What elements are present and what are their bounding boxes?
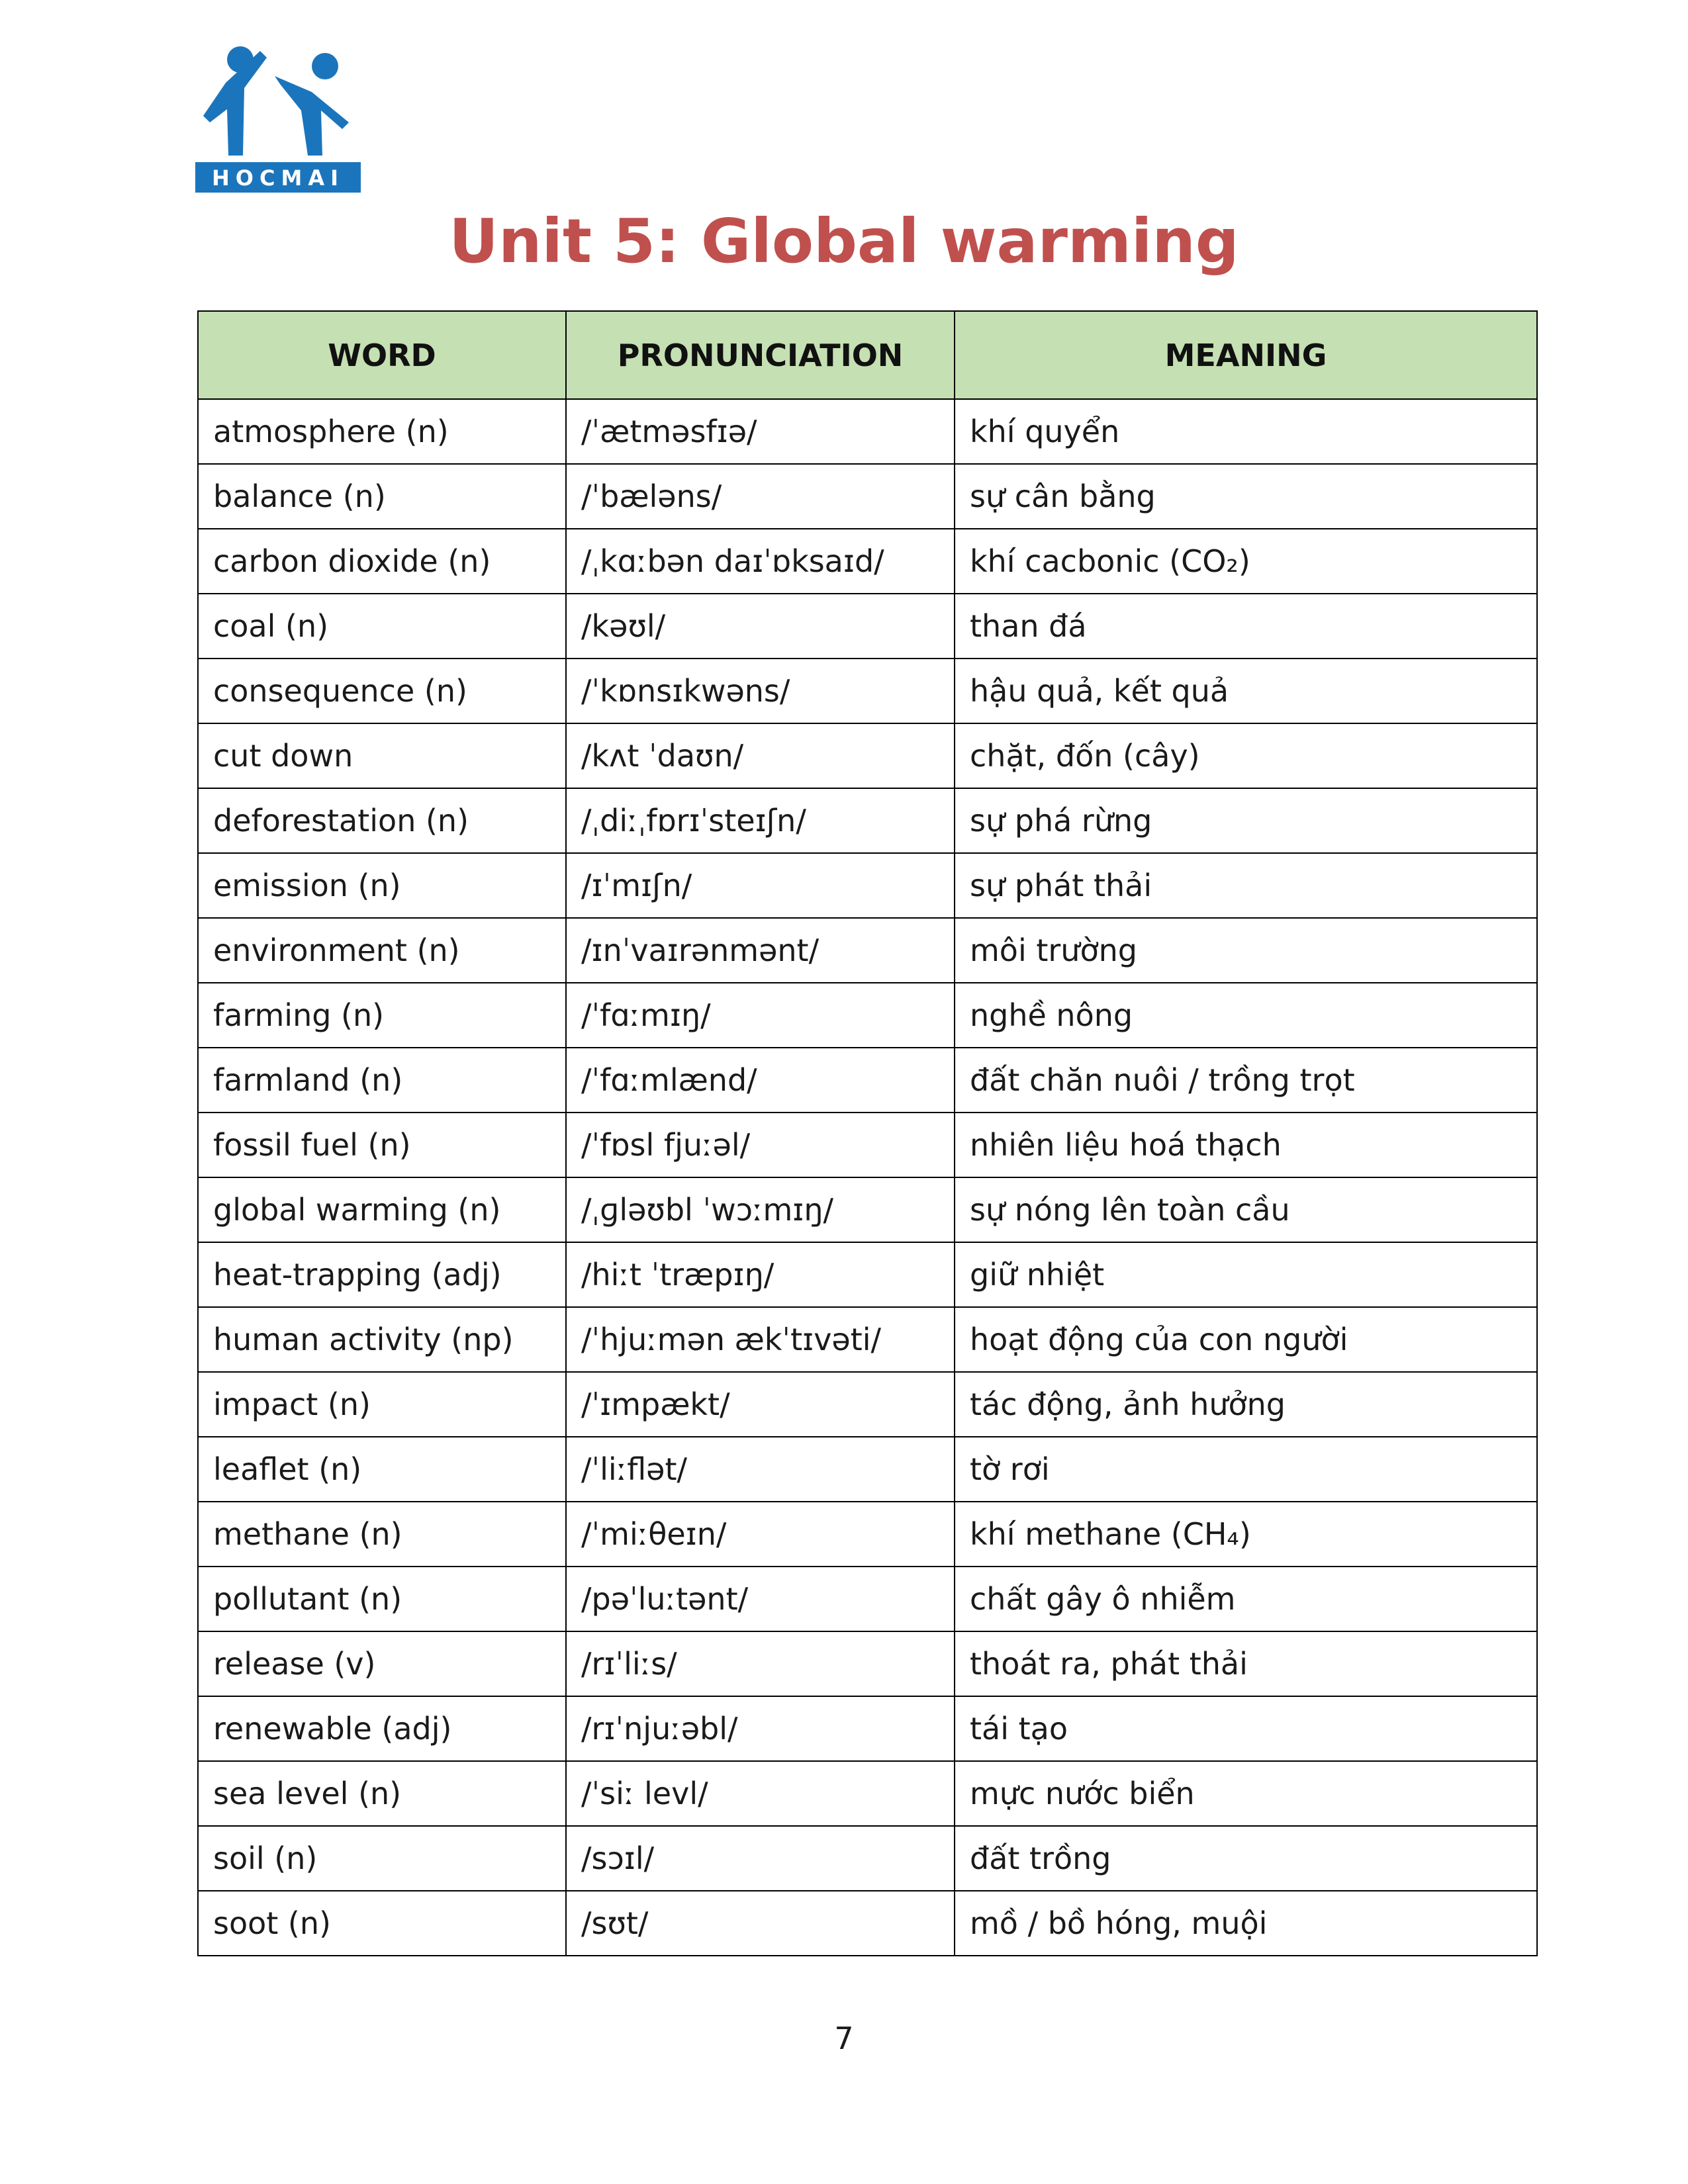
cell-meaning: sự cân bằng (955, 464, 1537, 529)
table-row (198, 1177, 1537, 1242)
cell-meaning: mồ / bồ hóng, muội (955, 1891, 1537, 1956)
cell-pronunciation: /pəˈluːtənt/ (566, 1567, 955, 1631)
cell-word: soot (n) (198, 1891, 566, 1956)
table-row (198, 1502, 1537, 1567)
cell-pronunciation: /kəʊl/ (566, 594, 955, 659)
table-row (198, 529, 1537, 594)
table-row (198, 1826, 1537, 1891)
cell-meaning: than đá (955, 594, 1537, 659)
logo-text: HOCMAI (212, 165, 344, 191)
vocabulary-table (197, 310, 1538, 1956)
cell-word: deforestation (n) (198, 788, 566, 853)
cell-pronunciation: /ɪˈmɪʃn/ (566, 853, 955, 918)
cell-meaning: khí cacbonic (CO₂) (955, 529, 1537, 594)
hocmai-logo (195, 36, 361, 195)
cell-word: atmosphere (n) (198, 399, 566, 464)
cell-meaning: hoạt động của con người (955, 1307, 1537, 1372)
cell-word: human activity (np) (198, 1307, 566, 1372)
table-row (198, 1242, 1537, 1307)
cell-meaning: nghề nông (955, 983, 1537, 1048)
cell-pronunciation: /ˌɡləʊbl ˈwɔːmɪŋ/ (566, 1177, 955, 1242)
cell-word: emission (n) (198, 853, 566, 918)
cell-meaning: chặt, đốn (cây) (955, 723, 1537, 788)
cell-meaning: sự phát thải (955, 853, 1537, 918)
cell-word: balance (n) (198, 464, 566, 529)
table-row (198, 1048, 1537, 1113)
cell-pronunciation: /rɪˈliːs/ (566, 1631, 955, 1696)
cell-word: consequence (n) (198, 659, 566, 723)
table-row (198, 399, 1537, 464)
cell-pronunciation: /ˌkɑːbən daɪˈɒksaɪd/ (566, 529, 955, 594)
cell-pronunciation: /ˈbæləns/ (566, 464, 955, 529)
cell-word: soil (n) (198, 1826, 566, 1891)
cell-pronunciation: /kʌt ˈdaʊn/ (566, 723, 955, 788)
cell-meaning: sự phá rừng (955, 788, 1537, 853)
cell-pronunciation: /ˌdiːˌfɒrɪˈsteɪʃn/ (566, 788, 955, 853)
table-row (198, 1437, 1537, 1502)
header-meaning: MEANING (955, 311, 1537, 399)
cell-pronunciation: /sɔɪl/ (566, 1826, 955, 1891)
hocmai-logo-graphic (195, 36, 361, 195)
cell-meaning: khí methane (CH₄) (955, 1502, 1537, 1567)
cell-word: environment (n) (198, 918, 566, 983)
cell-word: farming (n) (198, 983, 566, 1048)
cell-pronunciation: /ˈhjuːmən ækˈtɪvəti/ (566, 1307, 955, 1372)
cell-meaning: sự nóng lên toàn cầu (955, 1177, 1537, 1242)
table-header-row (198, 311, 1537, 399)
cell-word: methane (n) (198, 1502, 566, 1567)
cell-word: fossil fuel (n) (198, 1113, 566, 1177)
table-row (198, 788, 1537, 853)
table-row (198, 659, 1537, 723)
cell-meaning: tái tạo (955, 1696, 1537, 1761)
cell-pronunciation: /ɪnˈvaɪrənmənt/ (566, 918, 955, 983)
cell-pronunciation: /ˈfɑːmlænd/ (566, 1048, 955, 1113)
table-row (198, 594, 1537, 659)
table-row (198, 983, 1537, 1048)
cell-pronunciation: /ˈɪmpækt/ (566, 1372, 955, 1437)
table-body (198, 399, 1537, 1956)
cell-meaning: hậu quả, kết quả (955, 659, 1537, 723)
table-row (198, 853, 1537, 918)
cell-meaning: tác động, ảnh hưởng (955, 1372, 1537, 1437)
table-row (198, 723, 1537, 788)
cell-meaning: đất trồng (955, 1826, 1537, 1891)
cell-pronunciation: /ˈkɒnsɪkwəns/ (566, 659, 955, 723)
cell-word: leaflet (n) (198, 1437, 566, 1502)
header-word: WORD (198, 311, 566, 399)
cell-pronunciation: /ˈliːflət/ (566, 1437, 955, 1502)
cell-pronunciation: /ˈsiː levl/ (566, 1761, 955, 1826)
cell-word: renewable (adj) (198, 1696, 566, 1761)
cell-meaning: đất chăn nuôi / trồng trọt (955, 1048, 1537, 1113)
cell-word: coal (n) (198, 594, 566, 659)
cell-pronunciation: /ˈfɒsl fjuːəl/ (566, 1113, 955, 1177)
cell-word: sea level (n) (198, 1761, 566, 1826)
table-row (198, 1761, 1537, 1826)
table-row (198, 1567, 1537, 1631)
cell-meaning: giữ nhiệt (955, 1242, 1537, 1307)
table-row (198, 1891, 1537, 1956)
table-row (198, 1372, 1537, 1437)
cell-meaning: nhiên liệu hoá thạch (955, 1113, 1537, 1177)
cell-meaning: chất gây ô nhiễm (955, 1567, 1537, 1631)
cell-pronunciation: /ˈfɑːmɪŋ/ (566, 983, 955, 1048)
cell-pronunciation: /ˈmiːθeɪn/ (566, 1502, 955, 1567)
page-number: 7 (834, 2021, 854, 2056)
cell-meaning: tờ rơi (955, 1437, 1537, 1502)
cell-pronunciation: /sʊt/ (566, 1891, 955, 1956)
table-row (198, 918, 1537, 983)
table-row (198, 464, 1537, 529)
cell-pronunciation: /hiːt ˈtræpɪŋ/ (566, 1242, 955, 1307)
table-row (198, 1113, 1537, 1177)
cell-word: carbon dioxide (n) (198, 529, 566, 594)
cell-word: global warming (n) (198, 1177, 566, 1242)
header-pronunciation: PRONUNCIATION (566, 311, 955, 399)
table-row (198, 1696, 1537, 1761)
cell-word: heat-trapping (adj) (198, 1242, 566, 1307)
table-row (198, 1631, 1537, 1696)
table-row (198, 1307, 1537, 1372)
cell-word: cut down (198, 723, 566, 788)
cell-pronunciation: /rɪˈnjuːəbl/ (566, 1696, 955, 1761)
cell-meaning: mực nước biển (955, 1761, 1537, 1826)
cell-word: impact (n) (198, 1372, 566, 1437)
page-title: Unit 5: Global warming (449, 206, 1239, 277)
cell-word: farmland (n) (198, 1048, 566, 1113)
cell-meaning: môi trường (955, 918, 1537, 983)
cell-pronunciation: /ˈætməsfɪə/ (566, 399, 955, 464)
cell-word: release (v) (198, 1631, 566, 1696)
cell-meaning: thoát ra, phát thải (955, 1631, 1537, 1696)
cell-meaning: khí quyển (955, 399, 1537, 464)
cell-word: pollutant (n) (198, 1567, 566, 1631)
